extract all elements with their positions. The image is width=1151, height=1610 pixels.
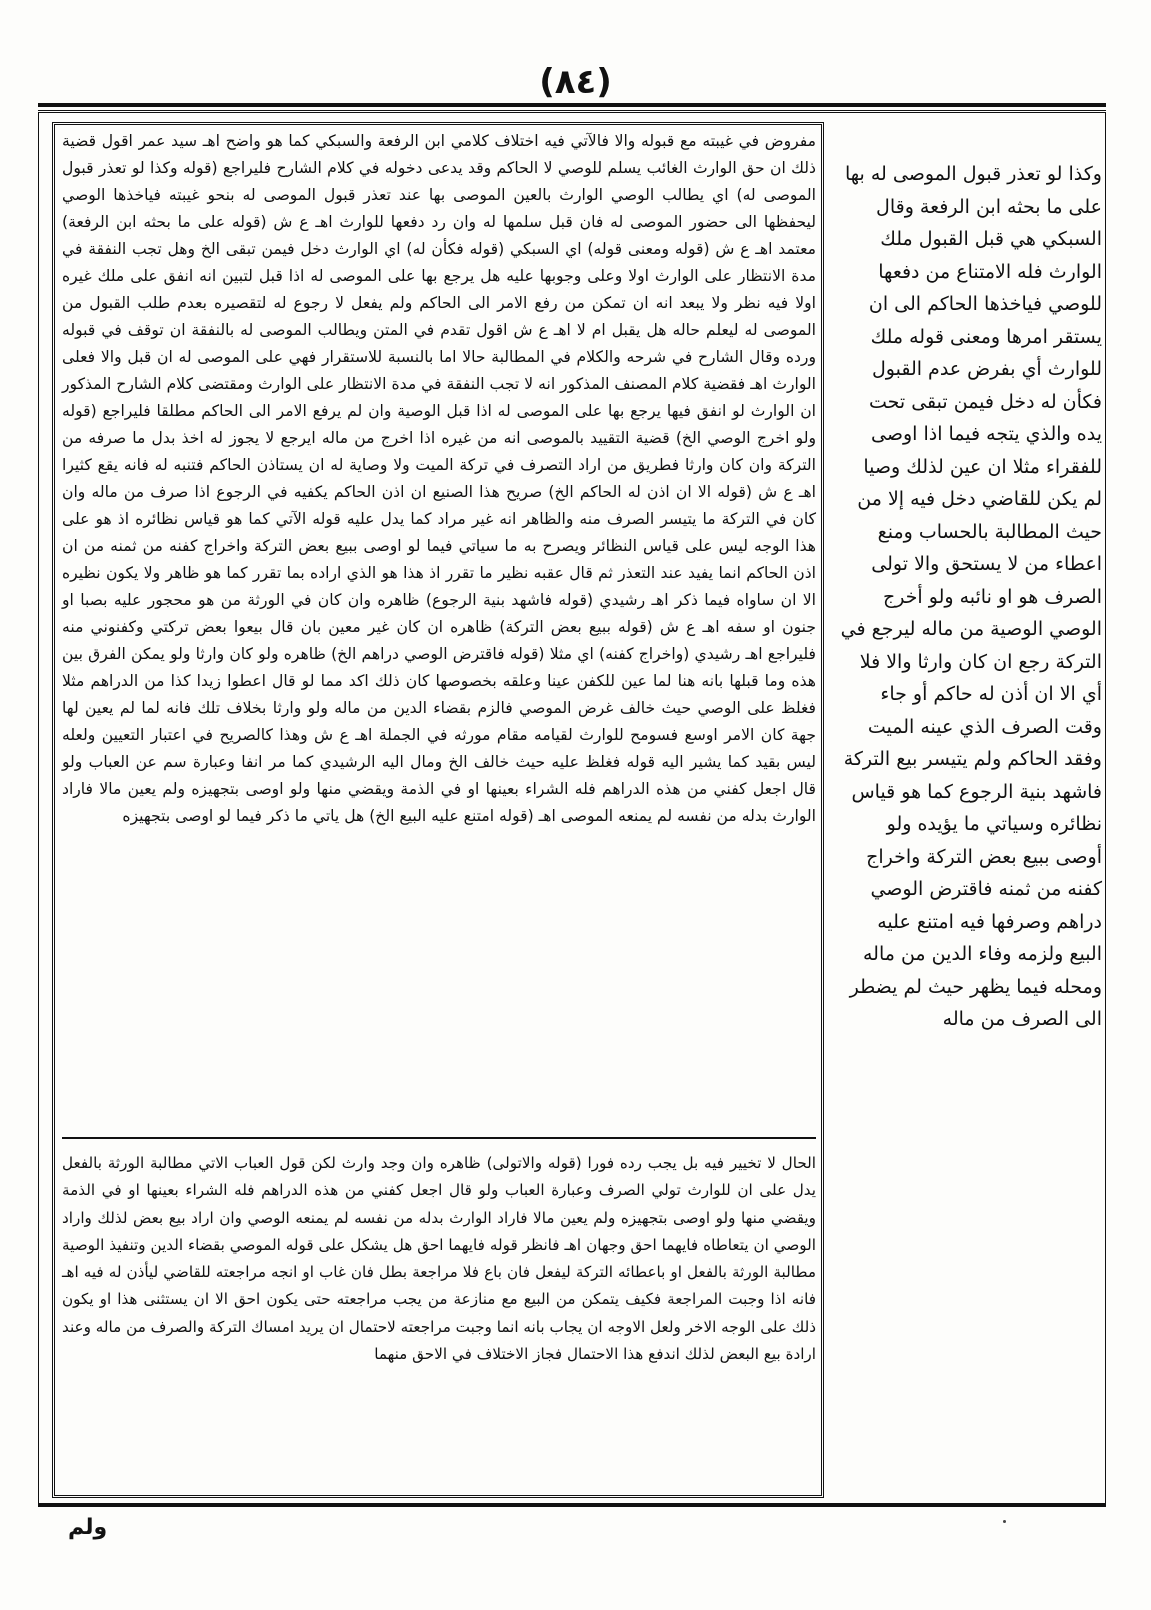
lower-commentary-text: الحال لا تخيير فيه بل يجب رده فورا (قوله والاتولى) ظاهره وان وجد وارث لكن قول العباب الاتي مطالبة الورثة بالفعل يدل على ان للوارث تولي الصرف وعبارة العباب ولو قال اجعل كفني من هذه الدراهم فله الشراء بعينها او في الذمة ويقضي منها ولو اوصى بتجهيزه ولم يعين مالا فاراد الوارث بدله من نفسه لم يمنعه الوصي وان اراد بيع بعض لذلك واراد الوصي ان يتعاطاه فايهما احق وجهان اهـ فانظر قوله فايهما احق هل يشكل على قوله الموصي بقضاء الدين وتنفيذ الوصية مطالبة الورثة بالفعل او باعطائه التركة ليفعل فان باع فلا مراجعة بطل فان غاب او انجه مراجعته للقاضي ليأذن له فيه اهـ فانه اذا وجبت المراجعة فكيف يتمكن من البيع مع منازعة من يجب مراجعته حتى يكون احق الا ان يستثنى هذا او يكون ذلك على الوجه الاخر ولعل الاوجه ان يجاب بانه انما وجبت مراجعته لاحتمال ان يريد امساك التركة والصرف من ماله وعند ارادة بيع البعض لذلك اندفع هذا الاحتمال فجاز الاختلاف في الاحق منهما <box>62 1154 816 1364</box>
bottom-rule <box>38 1503 1106 1507</box>
catchword: ولم <box>68 1515 108 1540</box>
ink-speck <box>1003 1520 1006 1523</box>
top-rule-thin <box>38 110 1106 111</box>
page-number: (٨٤) <box>539 62 612 102</box>
top-rule <box>38 103 1106 107</box>
main-commentary-text: مفروض في غيبته مع قبوله والا فالآتي فيه اختلاف كلامي ابن الرفعة والسبكي كما هو واضح اهـ سيد عمر اقول قضية ذلك ان حق الوارث الغائب يسلم للوصي لا الحاكم وقد يدعى دخوله في كلام الشارح فليراجع (قوله وكذا لو تعذر قبول الموصى له) اي يطالب الوصي الوارث بالعين الموصى بها عند تعذر قبول الموصى له بنحو غيبته فياخذها الوصي ليحفظها الى حضور الموصى له فان قبل سلمها له وان رد دفعها للوارث اهـ ع ش (قوله على ما بحثه ابن الرفعة) معتمد اهـ ع ش (قوله ومعنى قوله) اي السبكي (قوله فكأن له) اي الوارث دخل فيمن تبقى الخ وهل تجب النفقة في مدة الانتظار على الوارث اولا وعلى وجوبها عليه هل يرجع بها على الموصى له اذا قبل لتبين انه انفق على ملك غيره اولا فيه نظر ولا يبعد انه ان تمكن من رفع الامر الى الحاكم ولم يفعل لا رجوع له لتقصيره بعدم طلب القبول من الموصى له ليعلم حاله هل يقبل ام لا اهـ ع ش اقول تقدم في المتن ويطالب الموصى له بالنفقة ان توقف في قبوله ورده وقال الشارح في شرحه والكلام في المطالبة حالا اما بالنسبة للاستقرار فهي على الموصى له ان قبل والا فعلى الوارث اهـ فقضية كلام المصنف المذكور انه لا تجب النفقة في مدة الانتظار على الوارث ومقتضى كلام الشارح المذكور ان الوارث لو انفق فيها يرجع بها على الموصى له اذا قبل الوصية وان لم يرفع الامر الى الحاكم مطلقا فليراجع (قوله ولو اخرج الوصي الخ) قضية التقييد بالموصى انه من غيره اذا اخرج من ماله ايرجع لا يجوز له اخذ بدل ما صرفه من التركة وان كان وارثا فطريق من اراد التصرف في تركة الميت ولا وصاية له ان يستاذن الحاكم فتنبه له فانه يقع كثيرا اهـ ع ش (قوله الا ان اذن له الحاكم الخ) صريح هذا الصنيع ان اذن الحاكم يكفيه في الرجوع اذا صرف من ماله وان كان في التركة ما يتيسر الصرف منه والظاهر انه غير مراد كما يدل عليه قوله الآتي كما هو قياس نظائره اذ هو على هذا الوجه ليس على قياس النظائر ويصرح به ما سياتي فيما لو اوصى ببيع بعض التركة واخراج كفنه من ثمنه من ان اذن الحاكم انما يفيد عند التعذر ثم قال عقبه نظير ما تقرر اذ هذا هو الذي اراده بما تقرر كما هو ظاهر ولا يكون نظيره الا ان ساواه فيما ذكر اهـ رشيدي (قوله فاشهد بنية الرجوع) ظاهره وان كان في الورثة من هو محجور عليه بصبا او جنون او سفه اهـ ع ش (قوله ببيع بعض التركة) ظاهره ان كان غير معين بان قال بيعوا بعض تركتي وكفنوني منه فليراجع اهـ رشيدي (واخراج كفنه) اي مثلا (قوله فاقترض الوصي دراهم الخ) ظاهره ولو كان وارثا ولو يمكن الفرق بين هذه وما قبلها بانه هنا لما عين للكفن عينا وعلقه بخصوصها كان ذلك اكد مما لو قال اعطوا زيدا كذا من الدراهم مثلا فغلظ على الوصي حيث خالف غرض الموصي فالزم بقضاء الدين من ماله ولو وارثا بخلاف تلك فانه لما لم يعين لها جهة كان الامر اوسع فسومح للوارث لقيامه مقام مورثه في الجملة اهـ ع ش وهذا كالصريح في اعتبار التعيين ولعله ليس بقيد كما يشير اليه قوله فغلظ عليه حيث خالف الخ ومال اليه الرشيدي كما مر انفا وعبارة سم عن العباب ولو قال اجعل كفني من هذه الدراهم فله الشراء بعينها او في الذمة ويقضي منها ولو اوصى بتجهيزه ولم يعين مالا فاراد الوارث بدله من نفسه لم يمنعه الموصى اهـ (قوله امتنع عليه البيع الخ) هل ياتي ما ذكر فيما لو اوصى بتجهيزه <box>62 132 816 825</box>
margin-matn-text: وكذا لو تعذر قبول الموصى له بها على ما بحثه ابن الرفعة وقال السبكي هي قبل القبول ملك الوارث فله الامتناع من دفعها للوصي فياخذها الحاكم الى ان يستقر امرها ومعنى قوله ملك للوارث أي بفرض عدم القبول فكأن له دخل فيمن تبقى تحت يده والذي يتجه فيما اذا اوصى للفقراء مثلا ان عين لذلك وصيا لم يكن للقاضي دخل فيه إلا من حيث المطالبة بالحساب ومنع اعطاء من لا يستحق والا تولى الصرف هو او نائبه ولو أخرج الوصي الوصية من ماله ليرجع في التركة رجع ان كان وارثا والا فلا أي الا ان أذن له حاكم أو جاء وقت الصرف الذي عينه الميت وفقد الحاكم ولم يتيسر بيع التركة فاشهد بنية الرجوع كما هو قياس نظائره وسياتي ما يؤيده ولو أوصى ببيع بعض التركة واخراج كفنه من ثمنه فاقترض الوصي دراهم وصرفها فيه امتنع عليه البيع ولزمه وفاء الدين من ماله ومحله فيما يظهر حيث لم يضطر الى الصرف من ماله <box>840 163 1102 1030</box>
footnote-separator <box>62 1137 816 1139</box>
